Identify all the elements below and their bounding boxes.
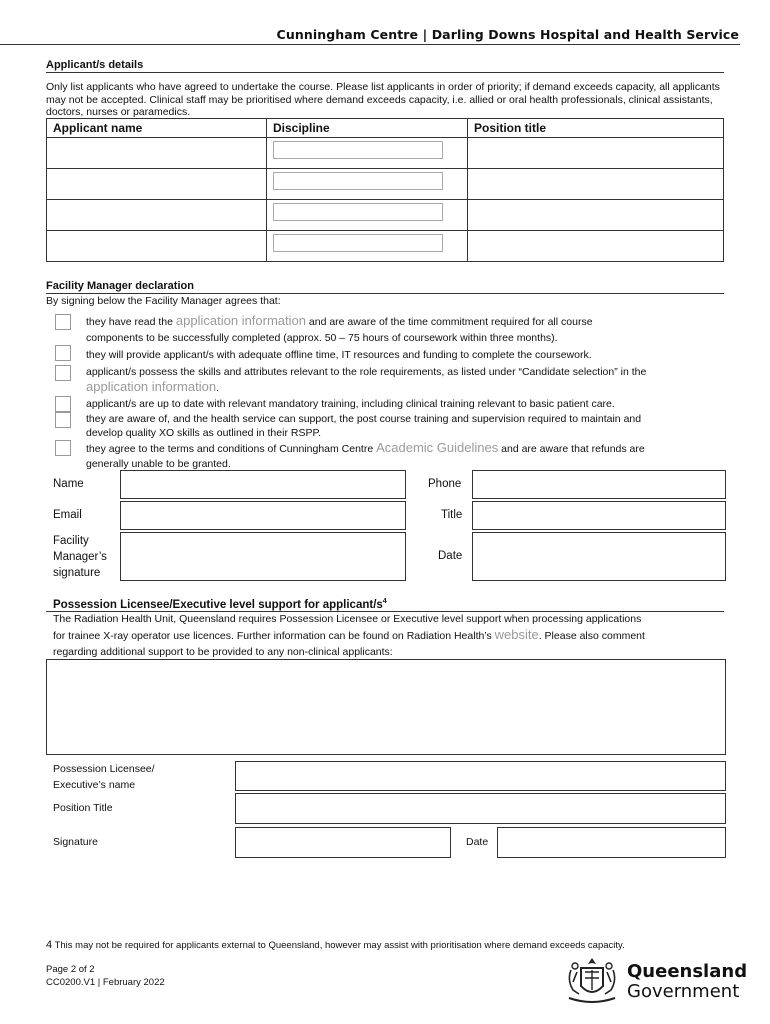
application-info-link[interactable]: application information (175, 313, 306, 328)
possession-title-text: Possession Licensee/Executive level support for applicant/s (53, 598, 383, 611)
table-row (47, 169, 724, 200)
facility-signature-field[interactable] (120, 532, 406, 581)
discipline-dropdown[interactable] (273, 234, 443, 252)
application-info-link-2[interactable]: application information (86, 379, 217, 394)
licensee-date-field[interactable] (497, 827, 726, 858)
licensee-signature-field[interactable] (235, 827, 451, 858)
applicants-title: Applicant/s details (46, 59, 144, 71)
header-title: Cunningham Centre | Darling Downs Hospital and Health Service (276, 27, 739, 42)
footnote-ref: 4 (382, 598, 387, 605)
position-title-cell[interactable] (468, 138, 724, 169)
footnote (46, 939, 625, 951)
applicants-table (46, 118, 724, 262)
declaration-checkbox-4[interactable] (55, 396, 71, 412)
additional-support-comment[interactable] (46, 659, 726, 755)
possession-line3: regarding additional support to be provided to any non-clinical applicants: (53, 646, 393, 658)
discipline-cell (267, 231, 468, 262)
line2-pre: for trainee X-ray operator use licences. Further information can be found on Radiation Health’s (53, 630, 492, 642)
applicant-name-cell[interactable] (47, 138, 267, 169)
applicant-name-cell[interactable] (47, 200, 267, 231)
declaration-item-6-line2: generally unable to be granted. (86, 458, 231, 470)
discipline-dropdown[interactable] (273, 203, 443, 221)
title-field[interactable] (472, 501, 726, 530)
col-applicant-name: Applicant name (47, 119, 267, 138)
name-label: Name (53, 478, 84, 490)
item1-post: and are aware of the time commitment required for all course (308, 316, 593, 328)
item6-post: and are aware that refunds are (501, 443, 645, 455)
licensee-name-label (53, 761, 155, 793)
position-title-label: Position Title (53, 802, 113, 814)
discipline-cell (267, 200, 468, 231)
discipline-cell (267, 169, 468, 200)
logo-line2: Government (627, 981, 740, 1002)
sig-label-line2: Manager’s (53, 551, 107, 563)
name-field[interactable] (120, 470, 406, 499)
col-position-title: Position title (468, 119, 724, 138)
possession-line2 (53, 629, 645, 643)
date-label: Date (438, 550, 463, 562)
possession-rule (46, 611, 724, 612)
declaration-checkbox-6[interactable] (55, 440, 71, 456)
declaration-item-5-line2: develop quality XO skills as outlined in their RSPP. (86, 427, 322, 439)
declaration-item-3: applicant/s possess the skills and attributes relevant to the role requirements, as listed under “Candidate selection” in the (86, 366, 647, 378)
logo-line1: Queensland (627, 961, 748, 982)
declaration-item-1 (86, 315, 593, 329)
table-header-row (47, 119, 724, 138)
declaration-item-3-line2 (86, 381, 219, 395)
position-title-cell[interactable] (468, 200, 724, 231)
header-rule (0, 44, 740, 45)
academic-guidelines-link[interactable]: Academic Guidelines (376, 440, 499, 455)
possession-line1: The Radiation Health Unit, Queensland requires Possession Licensee or Executive level support when processing applications (53, 613, 642, 625)
email-label: Email (53, 509, 82, 521)
possession-title (53, 598, 387, 611)
applicant-name-cell[interactable] (47, 169, 267, 200)
applicants-rule (46, 72, 724, 73)
facility-title: Facility Manager declaration (46, 280, 194, 292)
position-title-cell[interactable] (468, 169, 724, 200)
licensee-date-label: Date (466, 836, 489, 848)
line2-post: . Please also comment (538, 630, 645, 642)
declaration-item-5: they are aware of, and the health service can support, the post course training and supervision required to maintain and (86, 413, 642, 425)
declaration-checkbox-3[interactable] (55, 365, 71, 381)
applicants-intro: Only list applicants who have agreed to undertake the course. Please list applicants in order of priority; if demand exceeds capacity, all applicants may not be accepted. Clinical staff may be prioritised where demand exceeds capacity, i.e. allied or oral health professionals, clinical assistants, doctors, nurses or paramedics. (46, 81, 720, 118)
table-row (47, 200, 724, 231)
footnote-number: 4 (46, 939, 53, 951)
declaration-item-6 (86, 442, 645, 456)
item6-pre: they agree to the terms and conditions of Cunningham Centre (86, 443, 374, 455)
applicant-name-cell[interactable] (47, 231, 267, 262)
licensee-name-field[interactable] (235, 761, 726, 791)
website-link[interactable]: website (494, 627, 539, 642)
declaration-checkbox-2[interactable] (55, 345, 71, 361)
discipline-dropdown[interactable] (273, 172, 443, 190)
phone-field[interactable] (472, 470, 726, 499)
sig-label-line1: Facility (53, 535, 89, 547)
signature-label (53, 533, 107, 581)
licensee-label-line2: Executive’s name (53, 779, 136, 791)
queensland-government-logo (627, 962, 747, 1002)
facility-intro: By signing below the Facility Manager agrees that: (46, 295, 281, 307)
licensee-position-field[interactable] (235, 793, 726, 824)
email-field[interactable] (120, 501, 406, 530)
title-label: Title (441, 509, 463, 521)
licensee-signature-label: Signature (53, 836, 98, 848)
declaration-checkbox-5[interactable] (55, 412, 71, 428)
licensee-label-line1: Possession Licensee/ (53, 763, 155, 775)
discipline-dropdown[interactable] (273, 141, 443, 159)
col-discipline: Discipline (267, 119, 468, 138)
facility-rule (46, 293, 724, 294)
position-title-cell[interactable] (468, 231, 724, 262)
discipline-cell (267, 138, 468, 169)
table-row (47, 231, 724, 262)
page-number: Page 2 of 2 (46, 964, 95, 975)
phone-label: Phone (428, 478, 462, 490)
table-row (47, 138, 724, 169)
document-code: CC0200.V1 | February 2022 (46, 977, 165, 988)
declaration-item-1-line2: components to be successfully completed (approx. 50 – 75 hours of coursework within three months). (86, 332, 558, 344)
item3-post: . (216, 382, 219, 394)
declaration-item-4: applicant/s are up to date with relevant mandatory training, including clinical training relevant to basic patient care. (86, 398, 615, 410)
facility-date-field[interactable] (472, 532, 726, 581)
item1-pre: they have read the (86, 316, 173, 328)
sig-label-line3: signature (53, 567, 101, 579)
queensland-crest-icon (563, 954, 621, 1011)
declaration-checkbox-1[interactable] (55, 314, 71, 330)
footnote-text: This may not be required for applicants external to Queensland, however may assist with prioritisation where demand exceeds capacity. (54, 940, 625, 951)
declaration-item-2: they will provide applicant/s with adequate offline time, IT resources and funding to complete the coursework. (86, 349, 592, 361)
